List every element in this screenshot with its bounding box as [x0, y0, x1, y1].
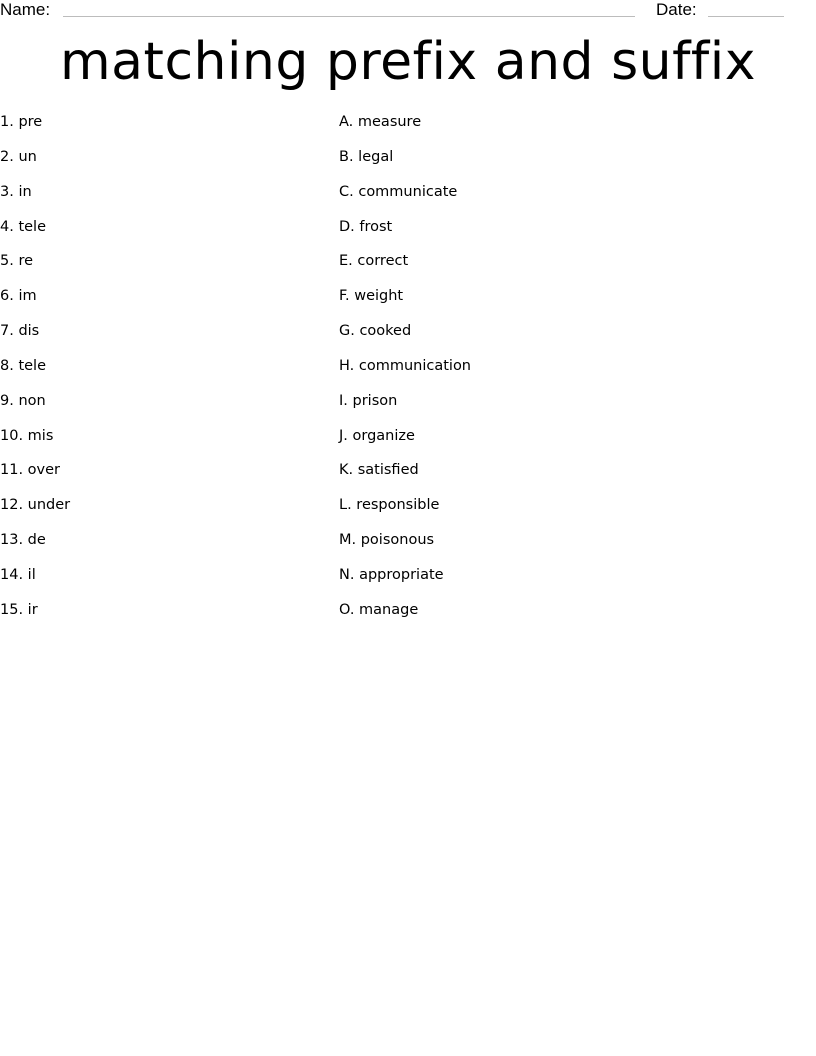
- word-item: M. poisonous: [339, 532, 435, 549]
- prefix-item: 13. de: [0, 532, 46, 549]
- prefix-item: 12. under: [0, 497, 71, 514]
- word-item: D. frost: [339, 218, 393, 235]
- worksheet-header: [0, 0, 790, 24]
- word-item: O. manage: [339, 601, 419, 618]
- word-item: I. prison: [339, 392, 398, 409]
- word-item: A. measure: [339, 114, 422, 130]
- prefix-item: 2. un: [0, 148, 37, 165]
- word-item: G. cooked: [339, 323, 412, 340]
- prefix-item: 10. mis: [0, 427, 54, 444]
- prefix-item: 9. non: [0, 392, 46, 409]
- date-label: Date:: [656, 0, 697, 19]
- word-item: B. legal: [339, 148, 394, 165]
- prefix-list: [0, 112, 70, 635]
- prefix-item: 14. il: [0, 566, 36, 583]
- word-item: J. organize: [339, 427, 415, 444]
- name-label: Name:: [0, 0, 51, 19]
- prefix-item: 6. im: [0, 288, 37, 305]
- date-blank-line: [708, 16, 784, 17]
- worksheet-title: matching prefix and suffix: [60, 32, 756, 92]
- word-item: F. weight: [339, 288, 404, 305]
- word-item: C. communicate: [339, 183, 458, 200]
- prefix-item: 15. ir: [0, 601, 38, 618]
- prefix-item: 4. tele: [0, 218, 46, 235]
- word-item: E. correct: [339, 253, 409, 270]
- word-item: L. responsible: [339, 497, 440, 514]
- prefix-item: 8. tele: [0, 357, 46, 374]
- word-item: H. communication: [339, 357, 472, 374]
- prefix-item: 1. pre: [0, 114, 43, 130]
- prefix-item: 11. over: [0, 462, 61, 479]
- prefix-item: 5. re: [0, 253, 34, 270]
- word-item: N. appropriate: [339, 566, 444, 583]
- word-item: K. satisfied: [339, 462, 419, 479]
- prefix-item: 3. in: [0, 183, 32, 200]
- prefix-item: 7. dis: [0, 323, 40, 340]
- word-list: [339, 112, 471, 635]
- name-blank-line: [63, 16, 635, 17]
